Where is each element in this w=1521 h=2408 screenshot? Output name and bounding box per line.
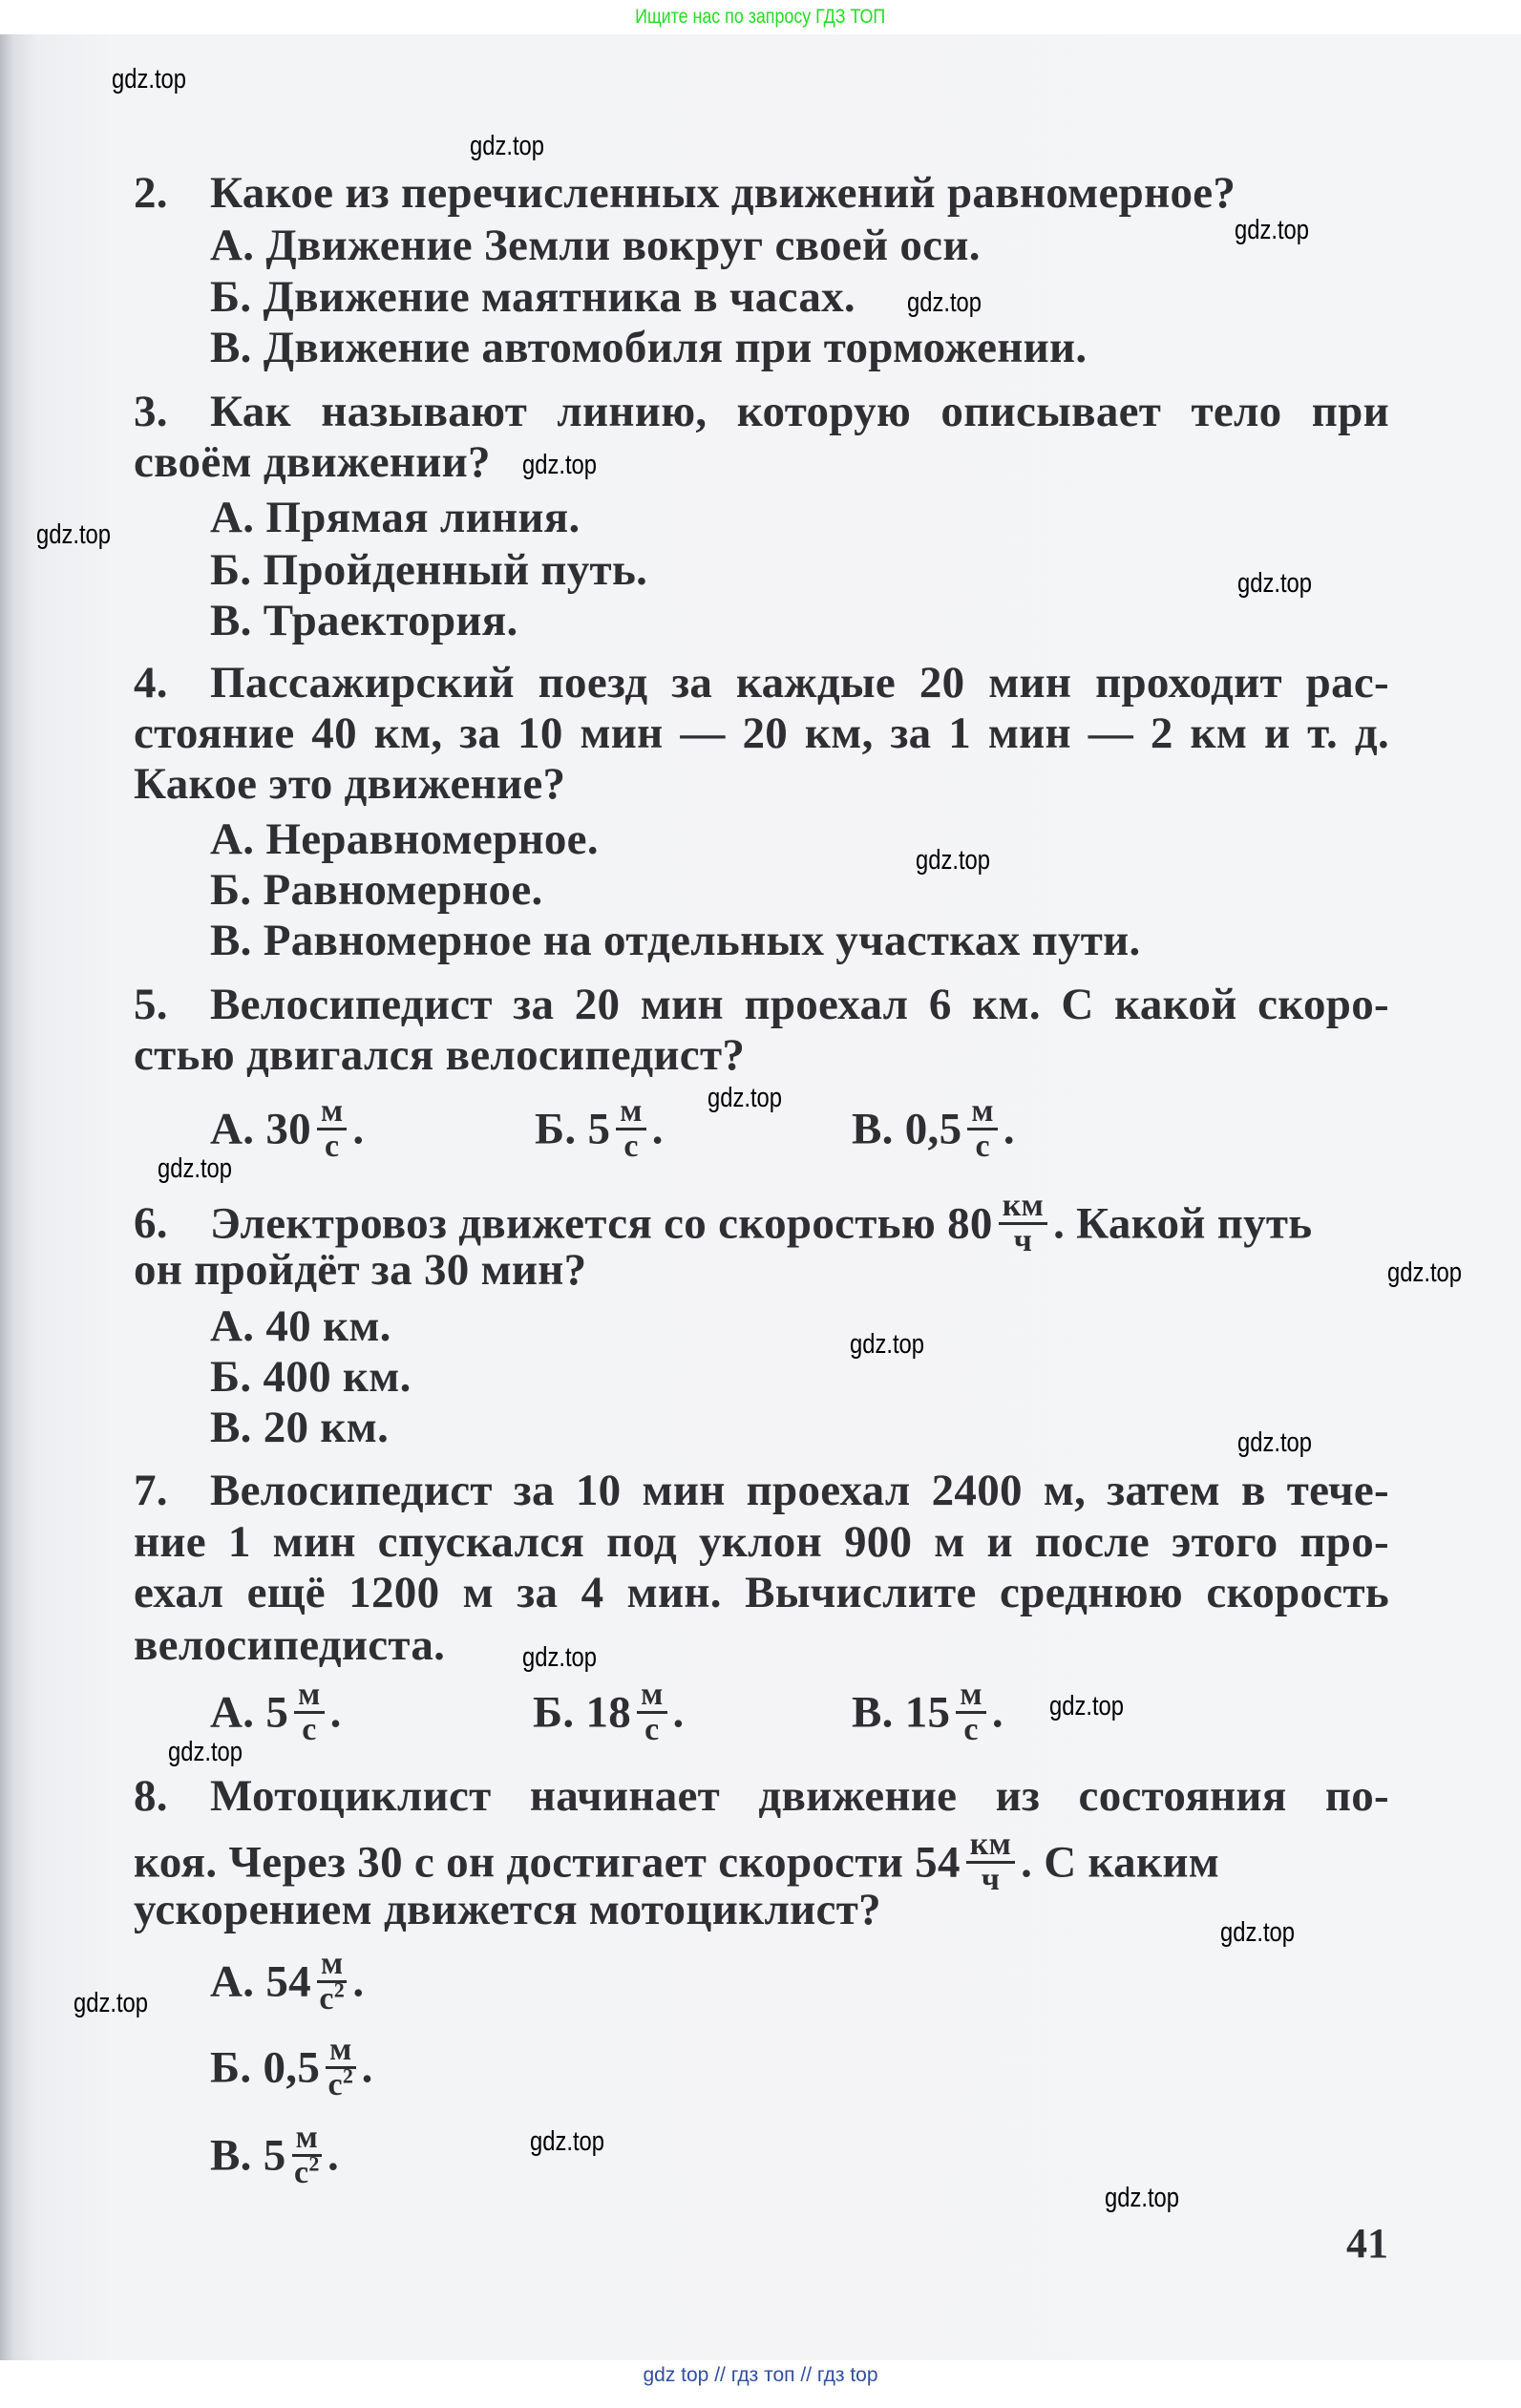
watermark: gdz.top bbox=[916, 845, 991, 876]
question-text: ехал ещё 1200 м за 4 мин. Вычислите среднюю скорость bbox=[134, 1568, 1389, 1617]
answer-option: Б. 5 $\frac{м}{с}$ . bbox=[535, 1093, 664, 1164]
unit-fraction: $\frac{м}{с^2}$ bbox=[326, 2034, 355, 2102]
question-text: стояние 40 км, за 10 мин — 20 км, за 1 мин — 2 км и т. д. bbox=[134, 708, 1389, 758]
question-text: стью двигался велосипедист? bbox=[134, 1030, 746, 1080]
unit-fraction: $\frac{км}{ч}$ bbox=[999, 1190, 1047, 1257]
question-3 bbox=[134, 385, 1389, 438]
answer-option: В. Равномерное на отдельных участках пути. bbox=[210, 916, 1141, 965]
question-text: Какое это движение? bbox=[134, 759, 566, 809]
watermark: gdz.top bbox=[850, 1329, 925, 1360]
unit-fraction: $\frac{км}{ч}$ bbox=[966, 1828, 1015, 1896]
answer-option: Б. Равномерное. bbox=[210, 865, 543, 915]
unit-fraction: $\frac{м}{с}$ bbox=[956, 1679, 985, 1746]
answer-option: А. 5 $\frac{м}{с}$ . bbox=[210, 1677, 342, 1747]
watermark: gdz.top bbox=[1237, 568, 1313, 599]
question-number: 5. bbox=[134, 980, 168, 1029]
question-4 bbox=[134, 656, 1389, 709]
question-5 bbox=[134, 978, 1389, 1031]
question-text: ние 1 мин спускался под уклон 900 м и после этого про- bbox=[134, 1517, 1389, 1567]
watermark: gdz.top bbox=[522, 450, 598, 480]
question-number: 4. bbox=[134, 658, 168, 708]
question-text: Велосипедист за 10 мин проехал 2400 м, затем в тече- bbox=[210, 1466, 1389, 1515]
answer-option: А. Неравномерное. bbox=[210, 814, 599, 864]
answer-option: А. 30 $\frac{м}{с}$ . bbox=[210, 1093, 365, 1164]
question-number: 7. bbox=[134, 1466, 168, 1515]
watermark: gdz.top bbox=[907, 287, 982, 318]
answer-option: А. Движение Земли вокруг своей оси. bbox=[210, 221, 981, 270]
footer-watermark: gdz top // гдз топ // гдз top bbox=[643, 2364, 878, 2386]
question-text: Мотоциклист начинает движение из состояния по- bbox=[210, 1771, 1389, 1821]
question-text: он пройдёт за 30 мин? bbox=[134, 1245, 587, 1295]
watermark: gdz.top bbox=[708, 1083, 783, 1113]
watermark: gdz.top bbox=[158, 1153, 233, 1184]
watermark: gdz.top bbox=[74, 1988, 149, 2018]
watermark: gdz.top bbox=[168, 1737, 243, 1767]
answer-option: Б. Пройденный путь. bbox=[210, 545, 648, 595]
question-text: велосипедиста. bbox=[134, 1620, 446, 1670]
unit-fraction: $\frac{м}{с}$ bbox=[317, 1095, 347, 1163]
answer-option: А. 40 км. bbox=[210, 1301, 391, 1351]
answer-option: А. Прямая линия. bbox=[210, 493, 581, 542]
question-number: 3. bbox=[134, 387, 168, 436]
answer-option: Б. 400 км. bbox=[210, 1352, 412, 1402]
answer-option: В. 5 $\frac{м}{с^2}$ . bbox=[210, 2120, 340, 2190]
answer-option: А. 54 $\frac{м}{с^2}$ . bbox=[210, 1946, 365, 2017]
question-2 bbox=[134, 166, 1389, 220]
watermark: gdz.top bbox=[522, 1642, 598, 1673]
question-number: 2. bbox=[134, 168, 168, 218]
answer-row bbox=[134, 1677, 1389, 1747]
unit-fraction: $\frac{м}{с^2}$ bbox=[292, 2122, 322, 2189]
answer-option: В. 20 км. bbox=[210, 1403, 390, 1452]
watermark: gdz.top bbox=[1105, 2183, 1180, 2213]
watermark: gdz.top bbox=[1235, 215, 1310, 245]
question-6 bbox=[134, 1188, 1389, 1258]
answer-option: В. Движение автомобиля при торможении. bbox=[210, 323, 1088, 372]
watermark: gdz.top bbox=[36, 519, 112, 550]
answer-option: В. Траектория. bbox=[210, 596, 518, 645]
watermark: gdz.top bbox=[1387, 1257, 1463, 1288]
question-7 bbox=[134, 1464, 1389, 1517]
question-8 bbox=[134, 1769, 1389, 1823]
watermark: gdz.top bbox=[112, 64, 187, 95]
answer-option: Б. 0,5 $\frac{м}{с^2}$ . bbox=[210, 2032, 373, 2102]
question-text: ускорением движется мотоциклист? bbox=[134, 1885, 881, 1934]
question-text: Велосипедист за 20 мин проехал 6 км. С какой скоро- bbox=[210, 980, 1389, 1029]
unit-fraction: $\frac{м}{с}$ bbox=[616, 1095, 645, 1163]
question-text: Как называют линию, которую описывает тело при bbox=[210, 387, 1389, 436]
page-number: 41 bbox=[1346, 2220, 1388, 2267]
unit-fraction: $\frac{м}{с}$ bbox=[967, 1095, 997, 1163]
answer-option: Б. Движение маятника в часах. bbox=[210, 272, 856, 322]
question-text: . Какой путь bbox=[1053, 1198, 1313, 1249]
watermark: gdz.top bbox=[530, 2126, 605, 2157]
question-text: Электровоз движется со скоростью 80 bbox=[210, 1198, 993, 1249]
unit-fraction: $\frac{м}{с}$ bbox=[294, 1679, 324, 1746]
answer-option: В. 0,5 $\frac{м}{с}$ . bbox=[852, 1093, 1015, 1164]
question-text: коя. Через 30 с он достигает скорости 54 $\frac{км}{ч}$ . С каким bbox=[134, 1827, 1220, 1897]
watermark: gdz.top bbox=[470, 131, 545, 161]
question-number: 8. bbox=[134, 1771, 168, 1821]
watermark: gdz.top bbox=[1237, 1427, 1313, 1458]
unit-fraction: $\frac{м}{с}$ bbox=[637, 1679, 666, 1746]
unit-fraction: $\frac{м}{с^2}$ bbox=[317, 1948, 347, 2016]
search-banner bbox=[0, 0, 1521, 34]
watermark: gdz.top bbox=[1220, 1917, 1296, 1948]
question-text: своём движении? bbox=[134, 437, 491, 487]
question-text: Пассажирский поезд за каждые 20 мин проходит рас- bbox=[210, 658, 1389, 708]
answer-option: В. 15 $\frac{м}{с}$ . bbox=[852, 1677, 1003, 1747]
watermark: gdz.top bbox=[1049, 1691, 1125, 1722]
question-number: 6. bbox=[134, 1198, 168, 1249]
banner-text: Ищите нас по запросу ГДЗ ТОП bbox=[635, 6, 886, 28]
question-text: Какое из перечисленных движений равномерное? bbox=[210, 168, 1236, 218]
answer-option: Б. 18 $\frac{м}{с}$ . bbox=[533, 1677, 685, 1747]
